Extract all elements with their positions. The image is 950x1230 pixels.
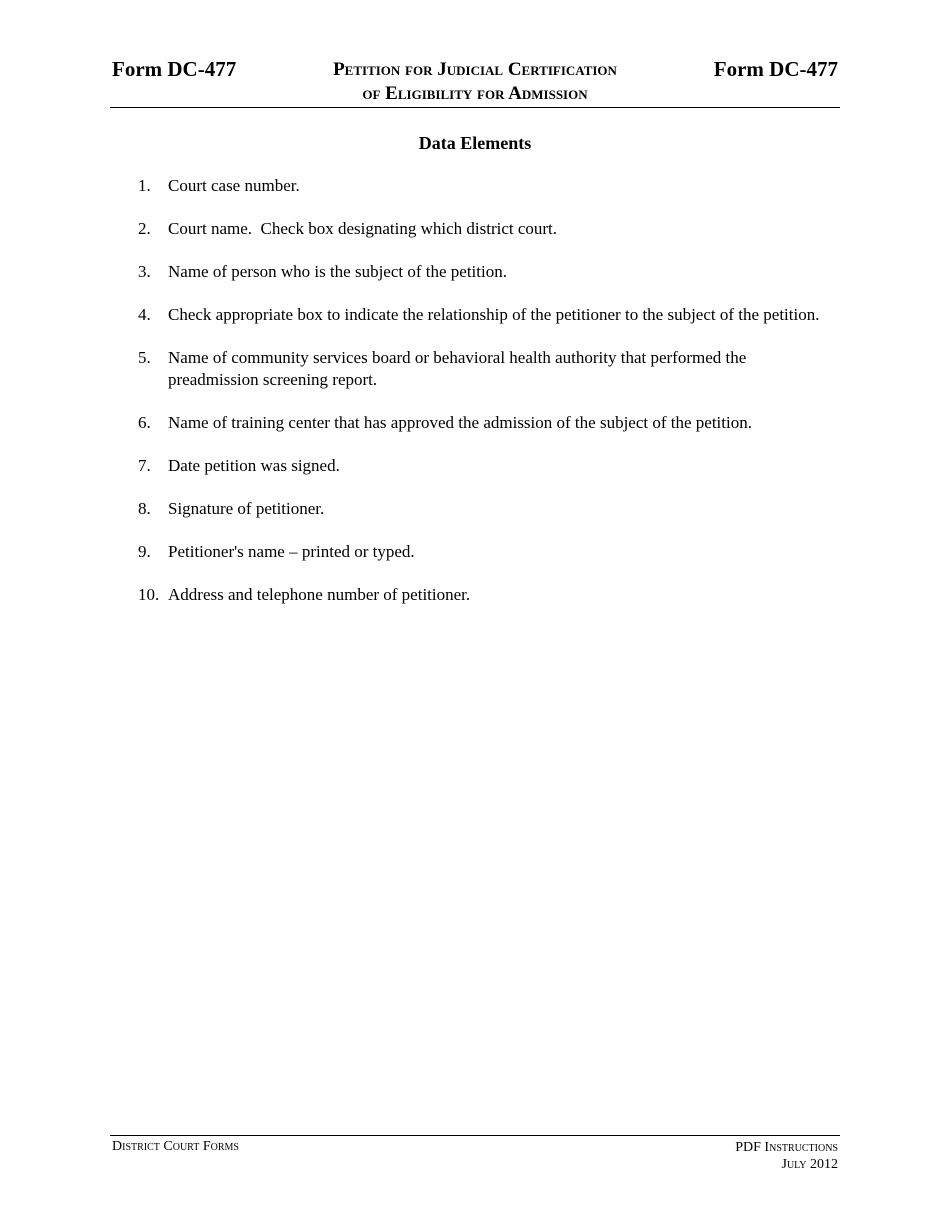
- list-item: [138, 347, 838, 391]
- page-header: [110, 55, 840, 108]
- item-text: Signature of petitioner.: [168, 499, 325, 518]
- list-item: [138, 261, 838, 283]
- section-title: Data Elements: [418, 133, 532, 153]
- item-text: Name of person who is the subject of the petition.: [168, 262, 507, 281]
- footer-right: [735, 1139, 838, 1173]
- item-text: Name of community services board or behavioral health authority that performed the preadmission screening report.: [168, 348, 747, 389]
- page-footer: [110, 1135, 840, 1172]
- item-text: Petitioner's name – printed or typed.: [168, 542, 415, 561]
- item-number: 5.: [138, 348, 151, 367]
- item-number: 2.: [138, 219, 151, 238]
- item-number: 4.: [138, 305, 151, 324]
- list-item: [138, 541, 838, 563]
- footer-right-line-2: July 2012: [781, 1157, 838, 1172]
- item-number: 1.: [138, 176, 151, 195]
- data-elements-list: [138, 175, 838, 627]
- item-text: Court name. Check box designating which district court.: [168, 219, 558, 238]
- item-number: 6.: [138, 413, 151, 432]
- item-text: Name of training center that has approved the admission of the subject of the petition.: [168, 413, 752, 432]
- item-text: Date petition was signed.: [168, 456, 340, 475]
- footer-right-line-1: PDF Instructions: [735, 1140, 838, 1155]
- item-number: 8.: [138, 499, 151, 518]
- form-id-right: Form DC-477: [713, 57, 838, 81]
- list-item: [138, 498, 838, 520]
- item-number: 3.: [138, 262, 151, 281]
- list-item: [138, 412, 838, 434]
- item-text: Address and telephone number of petitioner.: [168, 585, 471, 604]
- title-line-2: of Eligibility for Admission: [362, 83, 588, 104]
- footer-left: District Court Forms: [112, 1139, 239, 1154]
- form-id-left: Form DC-477: [112, 57, 237, 81]
- list-item: [138, 584, 838, 606]
- item-number: 10.: [138, 585, 160, 604]
- list-item: [138, 175, 838, 197]
- title-line-1: Petition for Judicial Certification: [333, 59, 617, 80]
- list-item: [138, 455, 838, 477]
- list-item: [138, 218, 838, 240]
- item-text: Check appropriate box to indicate the relationship of the petitioner to the subject of the petition.: [168, 305, 820, 324]
- list-item: [138, 304, 838, 326]
- item-text: Court case number.: [168, 176, 300, 195]
- item-number: 9.: [138, 542, 151, 561]
- item-number: 7.: [138, 456, 151, 475]
